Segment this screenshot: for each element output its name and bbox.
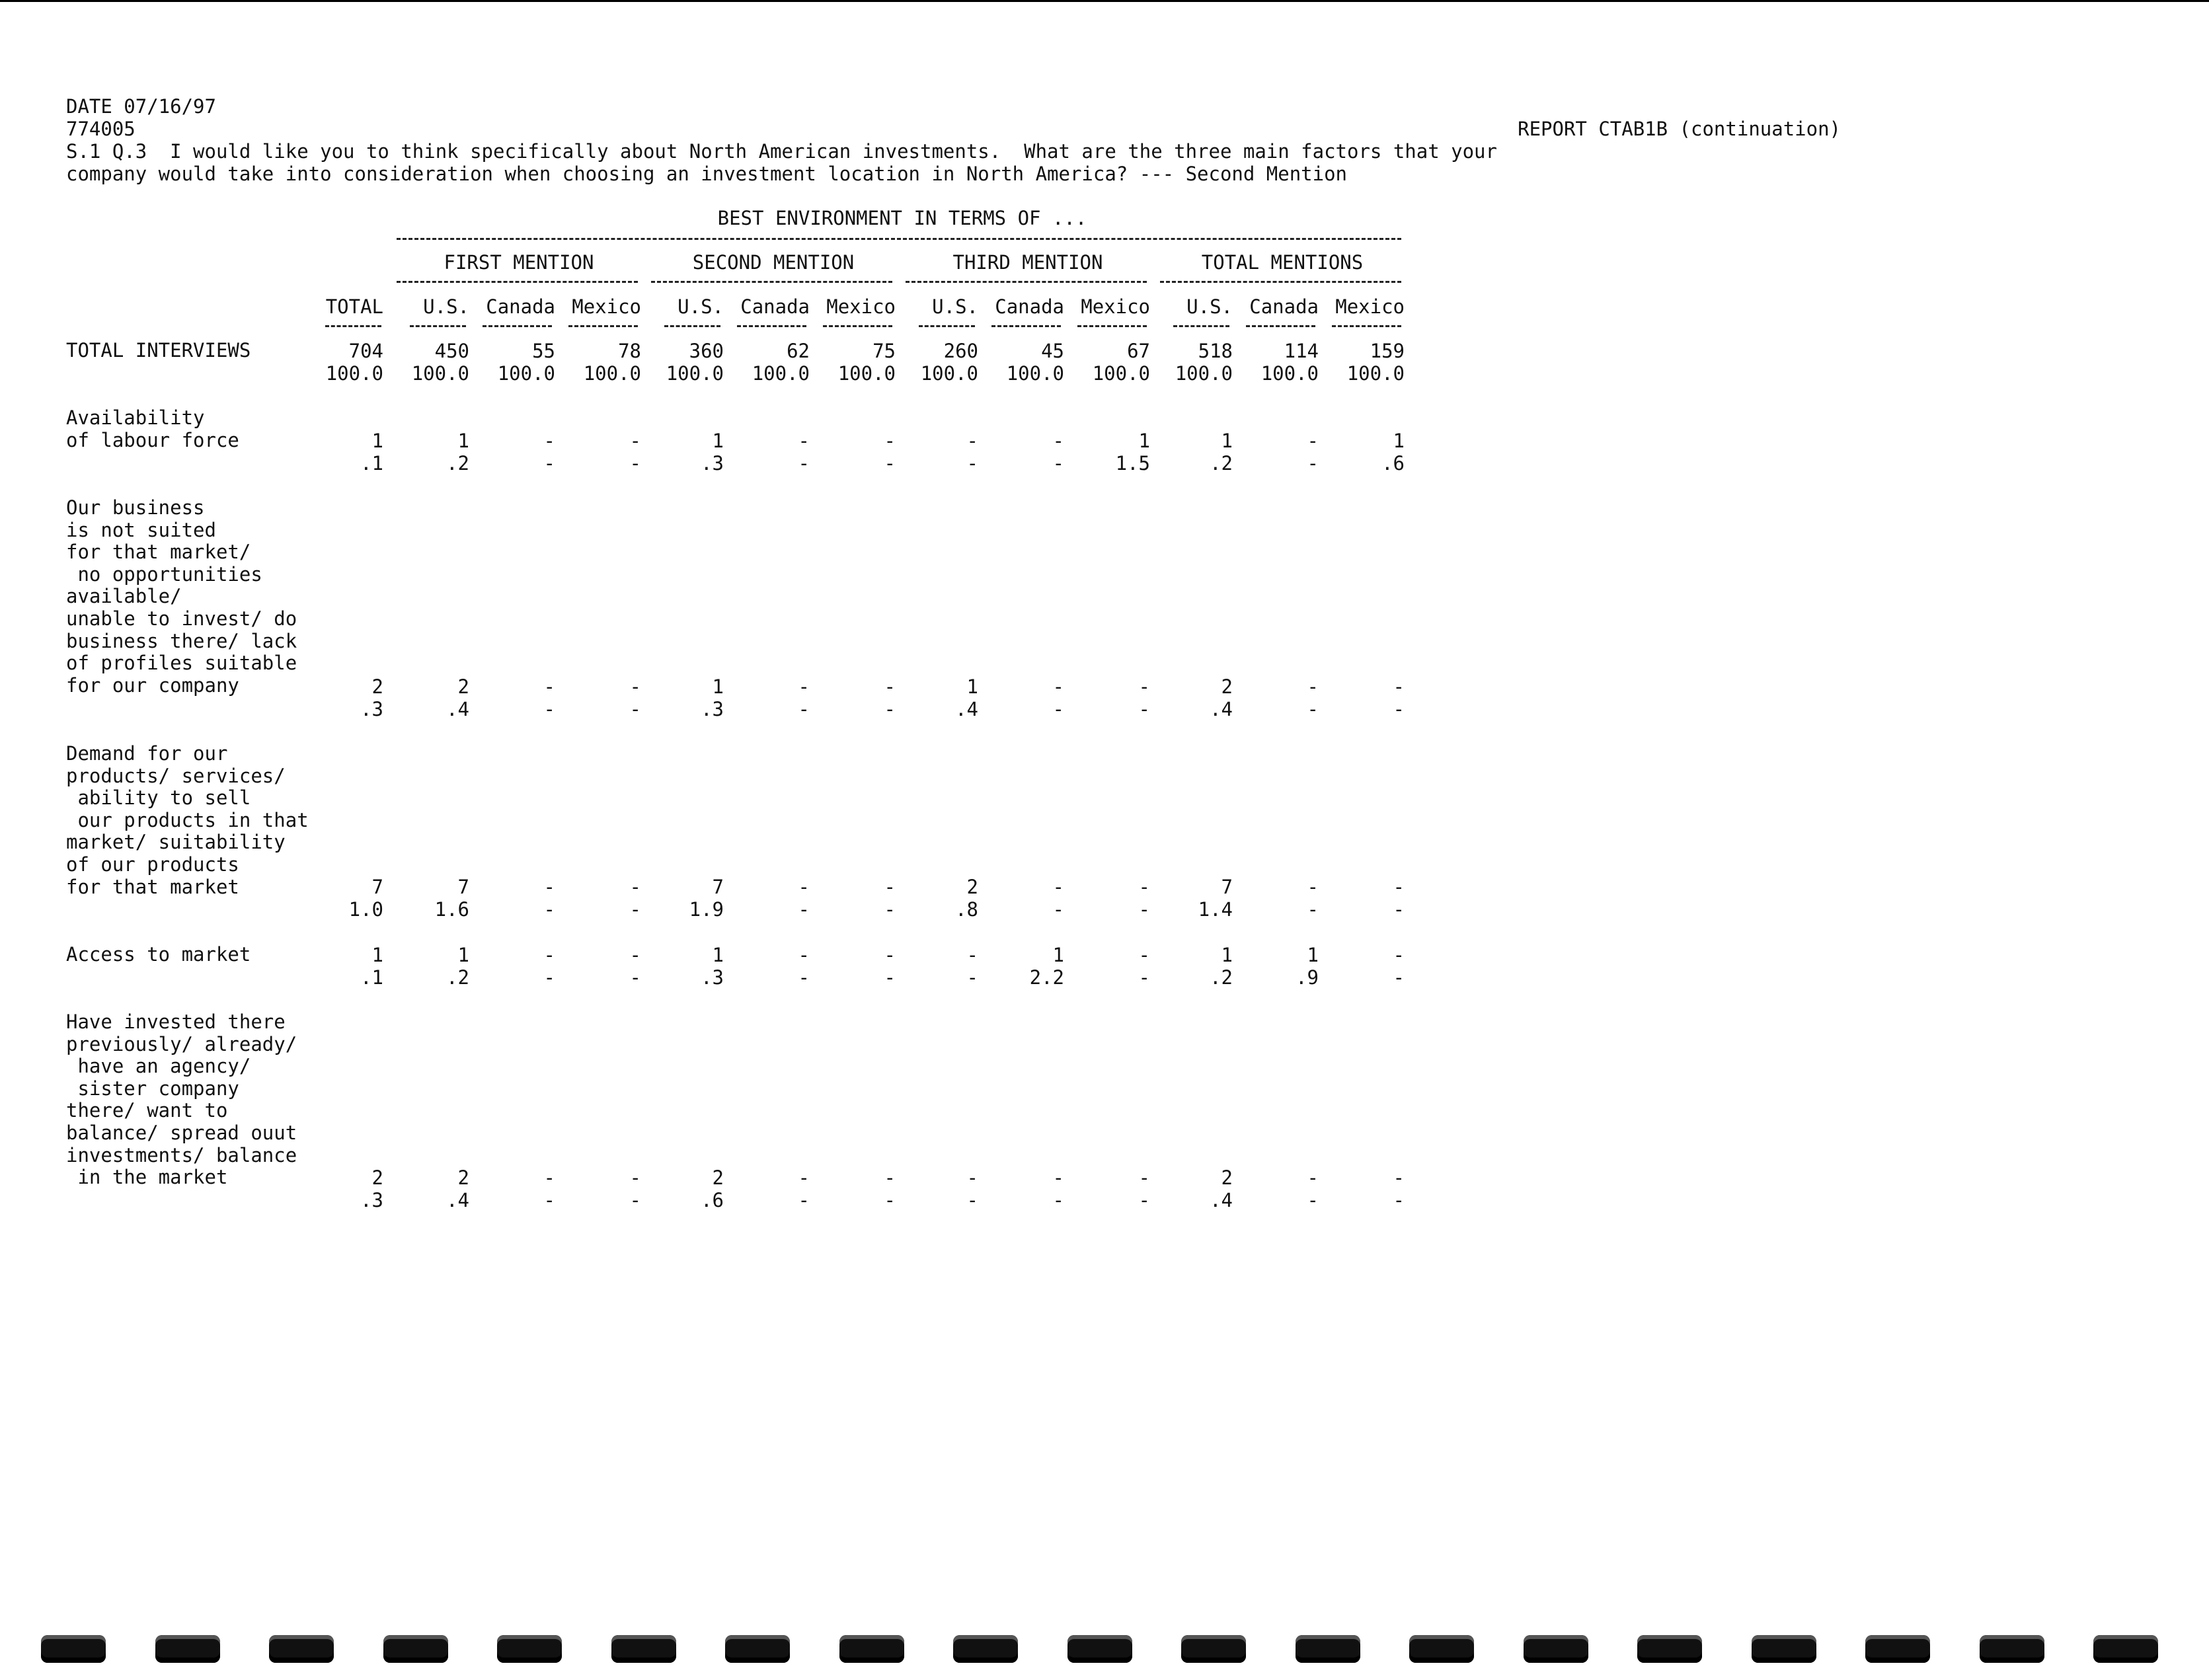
binder-hole [725,1635,790,1663]
table-cell-percent: .6 [1381,452,1405,475]
table-cell-count: 2 [712,1166,724,1189]
table-cell-count: - [1052,675,1064,698]
table-cell-percent: .2 [446,966,469,989]
table-cell-count: 75 [872,340,896,362]
table-cell-count: 62 [787,340,810,362]
table-cell-percent: - [966,452,978,475]
table-cell-percent: - [629,1189,641,1211]
table-cell-percent: 100.0 [325,362,383,385]
table-cell-percent: 100.0 [497,362,555,385]
table-cell-percent: - [1052,898,1064,921]
report-id: REPORT CTAB1B (continuation) [1518,118,1841,140]
table-cell-percent: - [884,698,896,720]
table-cell-count: - [798,430,810,452]
table-cell-count: 2 [966,876,978,898]
table-cell-count: - [884,944,896,966]
table-cell-percent: - [798,898,810,921]
group-first-mention: FIRST MENTION [444,251,594,274]
col-header-second-us: U.S. [678,295,724,318]
table-cell-percent: - [884,898,896,921]
table-cell-percent: - [543,898,555,921]
binder-hole [1067,1635,1132,1663]
column-underline [1246,325,1315,327]
table-cell-count: 1 [712,430,724,452]
table-cell-count: - [884,430,896,452]
row-label-demand: Demand for our products/ services/ ability to sell our products in that market/ suitability of our products for that market [66,742,309,898]
table-cell-count: 78 [618,340,641,362]
table-cell-percent: - [1307,898,1319,921]
table-cell-count: - [1307,430,1319,452]
table-cell-count: - [884,675,896,698]
col-header-second-mexico: Mexico [826,295,896,318]
table-cell-percent: 100.0 [1346,362,1405,385]
table-cell-percent: - [966,966,978,989]
table-cell-count: - [884,1166,896,1189]
table-cell-count: 7 [371,876,383,898]
table-cell-count: 260 [943,340,978,362]
group-underline-third [906,281,1147,283]
table-cell-count: - [629,430,641,452]
table-cell-count: 2 [457,675,469,698]
table-cell-percent: - [1052,1189,1064,1211]
binder-hole [1181,1635,1246,1663]
table-cell-percent: .8 [955,898,978,921]
table-cell-count: - [1393,944,1405,966]
table-cell-percent: - [1393,966,1405,989]
table-cell-count: 1 [371,944,383,966]
group-underline-total [1160,281,1401,283]
table-cell-percent: 1.5 [1115,452,1150,475]
table-cell-percent: 100.0 [752,362,810,385]
table-cell-percent: .1 [360,452,383,475]
table-cell-count: 2 [457,1166,469,1189]
table-cell-percent: - [1138,966,1150,989]
table-cell-count: - [966,944,978,966]
group-third-mention: THIRD MENTION [952,251,1103,274]
table-cell-percent: - [1307,452,1319,475]
table-cell-count: - [798,1166,810,1189]
table-cell-percent: 100.0 [1175,362,1233,385]
table-cell-percent: - [884,1189,896,1211]
table-cell-count: - [1138,944,1150,966]
table-cell-percent: - [629,452,641,475]
table-cell-count: - [543,430,555,452]
table-cell-count: 2 [371,675,383,698]
table-cell-percent: - [1393,1189,1405,1211]
table-cell-percent: - [798,1189,810,1211]
column-underline [410,325,466,327]
table-cell-count: - [1138,876,1150,898]
table-cell-count: 1 [1221,944,1233,966]
binder-hole [2093,1635,2158,1663]
table-cell-count: 450 [434,340,469,362]
table-cell-count: 7 [712,876,724,898]
table-cell-count: - [1393,1166,1405,1189]
table-cell-percent: - [1138,1189,1150,1211]
table-cell-count: 1 [712,944,724,966]
table-cell-percent: .4 [955,698,978,720]
table-cell-percent: 1.6 [434,898,469,921]
table-cell-percent: 100.0 [411,362,469,385]
col-header-first-canada: Canada [486,295,555,318]
table-cell-percent: - [884,966,896,989]
binder-hole [155,1635,220,1663]
column-underline [568,325,638,327]
table-cell-percent: .4 [446,1189,469,1211]
col-header-third-mexico: Mexico [1081,295,1150,318]
table-cell-count: 1 [1138,430,1150,452]
column-underline [823,325,892,327]
binder-hole [1296,1635,1360,1663]
table-cell-percent: - [543,966,555,989]
column-underline [1173,325,1229,327]
table-cell-percent: .4 [446,698,469,720]
table-cell-count: 1 [1052,944,1064,966]
table-cell-percent: .3 [360,1189,383,1211]
group-second-mention: SECOND MENTION [692,251,855,274]
table-cell-count: - [629,876,641,898]
table-cell-percent: .3 [701,966,724,989]
table-cell-percent: - [1138,698,1150,720]
table-cell-count: - [543,1166,555,1189]
table-cell-count: 704 [348,340,383,362]
table-cell-percent: - [629,698,641,720]
table-cell-count: - [1393,876,1405,898]
job-number: 774005 [66,118,136,140]
table-cell-count: - [1052,430,1064,452]
binder-hole [1409,1635,1474,1663]
table-cell-percent: - [1138,898,1150,921]
col-header-third-canada: Canada [995,295,1064,318]
table-cell-count: 1 [1221,430,1233,452]
column-underline [737,325,806,327]
table-cell-percent: 100.0 [837,362,896,385]
column-underline [1332,325,1401,327]
table-cell-count: - [1393,675,1405,698]
binder-hole [1637,1635,1702,1663]
table-cell-percent: - [884,452,896,475]
table-cell-percent: - [798,966,810,989]
table-cell-percent: - [543,452,555,475]
table-cell-percent: - [798,698,810,720]
table-cell-percent: - [798,452,810,475]
table-cell-percent: 100.0 [583,362,641,385]
col-header-total: TOTAL [325,295,383,318]
table-cell-percent: .6 [701,1189,724,1211]
table-cell-count: - [543,675,555,698]
table-cell-percent: - [1052,698,1064,720]
table-cell-count: - [884,876,896,898]
table-cell-percent: 100.0 [1092,362,1150,385]
column-underline [664,325,720,327]
column-underline [483,325,552,327]
binder-hole [1752,1635,1816,1663]
table-cell-count: 114 [1284,340,1319,362]
table-cell-count: 1 [712,675,724,698]
table-cell-percent: .3 [701,452,724,475]
binder-hole [611,1635,676,1663]
table-cell-percent: - [543,698,555,720]
row-label-invested-previously: Have invested there previously/ already/ have an agency/ sister company there/ want to balance/ spread ouut investments/ balance in the market [66,1011,297,1189]
table-cell-count: - [543,876,555,898]
table-cell-count: 7 [457,876,469,898]
table-cell-count: - [1307,876,1319,898]
group-total-mentions: TOTAL MENTIONS [1201,251,1364,274]
table-cell-percent: 1.0 [348,898,383,921]
binder-hole [497,1635,562,1663]
table-cell-count: - [1138,1166,1150,1189]
table-cell-percent: - [629,966,641,989]
table-cell-count: 518 [1198,340,1233,362]
table-cell-count: - [543,944,555,966]
table-cell-count: 1 [1393,430,1405,452]
table-cell-percent: 100.0 [666,362,724,385]
binder-hole [383,1635,448,1663]
table-cell-count: - [1307,675,1319,698]
table-cell-percent: 1.4 [1198,898,1233,921]
table-cell-percent: - [629,898,641,921]
column-underline [919,325,975,327]
top-border-rule [0,0,2209,2]
table-cell-count: - [629,944,641,966]
question-text-line2: company would take into consideration when choosing an investment location in North America? --- Second Mention [66,163,1348,185]
table-cell-count: 159 [1370,340,1405,362]
column-underline [1077,325,1147,327]
col-header-total-mexico: Mexico [1335,295,1405,318]
table-cell-count: - [1307,1166,1319,1189]
binder-hole [839,1635,904,1663]
col-header-third-us: U.S. [932,295,978,318]
table-cell-percent: .1 [360,966,383,989]
table-cell-count: 1 [457,944,469,966]
group-underline-first [397,281,638,283]
table-cell-percent: .4 [1210,1189,1233,1211]
row-label-business-not-suited: Our business is not suited for that market/ no opportunities available/ unable to invest/ do business there/ lack of profiles suitable for our company [66,496,297,697]
table-cell-count: - [798,675,810,698]
column-underline [325,325,381,327]
title-underline [397,238,1401,240]
table-cell-percent: 100.0 [920,362,978,385]
col-header-total-canada: Canada [1249,295,1319,318]
group-underline-second [651,281,892,283]
table-cell-count: - [798,944,810,966]
binder-hole [953,1635,1018,1663]
table-cell-count: - [1138,675,1150,698]
table-cell-percent: - [1052,452,1064,475]
table-cell-count: - [798,876,810,898]
table-cell-count: 2 [1221,1166,1233,1189]
table-cell-count: - [629,1166,641,1189]
table-cell-count: 1 [1307,944,1319,966]
row-label-total-interviews: TOTAL INTERVIEWS [66,339,251,362]
row-label-labour-force: Availability of labour force [66,406,239,451]
table-cell-count: - [966,430,978,452]
table-cell-count: 7 [1221,876,1233,898]
table-cell-percent: .2 [1210,452,1233,475]
table-cell-percent: .9 [1296,966,1319,989]
table-cell-count: - [629,675,641,698]
table-cell-count: 67 [1127,340,1150,362]
table-cell-percent: 100.0 [1260,362,1319,385]
binder-hole [1865,1635,1930,1663]
table-cell-percent: - [966,1189,978,1211]
col-header-first-us: U.S. [423,295,469,318]
table-cell-percent: 100.0 [1006,362,1064,385]
table-cell-count: 1 [966,675,978,698]
table-cell-count: 1 [457,430,469,452]
table-cell-percent: - [1307,698,1319,720]
table-cell-percent: .3 [701,698,724,720]
table-cell-count: 45 [1041,340,1064,362]
table-cell-percent: .3 [360,698,383,720]
table-cell-percent: .2 [446,452,469,475]
table-cell-percent: - [1393,698,1405,720]
table-cell-percent: - [543,1189,555,1211]
table-title: BEST ENVIRONMENT IN TERMS OF ... [717,207,1087,229]
table-cell-count: 360 [689,340,724,362]
table-cell-percent: 1.9 [689,898,724,921]
table-cell-percent: - [1307,1189,1319,1211]
table-cell-percent: .4 [1210,698,1233,720]
col-header-second-canada: Canada [740,295,810,318]
table-cell-count: 2 [1221,675,1233,698]
table-cell-count: 1 [371,430,383,452]
table-cell-count: - [1052,1166,1064,1189]
table-cell-percent: .2 [1210,966,1233,989]
question-text-line1: S.1 Q.3 I would like you to think specifically about North American investments. What are the three main factors that your [66,140,1497,163]
binder-hole [1980,1635,2044,1663]
table-cell-count: - [966,1166,978,1189]
column-underline [991,325,1061,327]
table-cell-percent: - [1393,898,1405,921]
table-cell-percent: 2.2 [1029,966,1064,989]
table-cell-count: - [1052,876,1064,898]
binder-hole-strip [0,1635,2209,1667]
col-header-first-mexico: Mexico [572,295,641,318]
binder-hole [1524,1635,1588,1663]
report-date: DATE 07/16/97 [66,95,216,118]
table-cell-count: 2 [371,1166,383,1189]
row-label-access-to-market: Access to market [66,943,251,966]
binder-hole [41,1635,106,1663]
table-cell-count: 55 [532,340,555,362]
col-header-total-us: U.S. [1186,295,1233,318]
binder-hole [269,1635,334,1663]
